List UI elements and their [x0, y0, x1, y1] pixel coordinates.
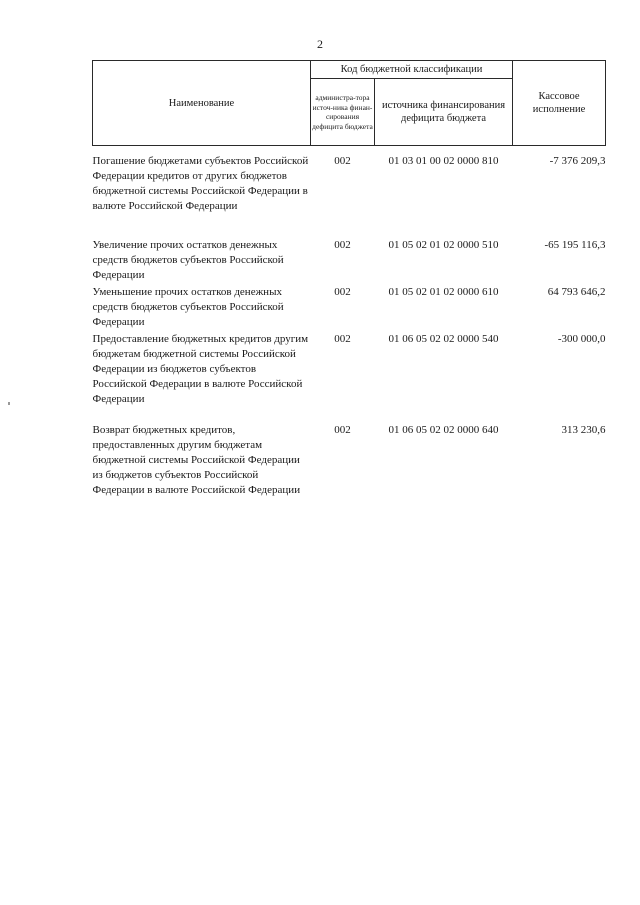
row-name: Предоставление бюджетных кредитов другим бюджетам бюджетной системы Российской Федерации из бюджетов субъектов Российской Федерации в валюте Российской Федерации: [92, 333, 309, 405]
row-amount: -65 195 116,3: [544, 239, 606, 251]
row-classification-code: 01 05 02 01 02 0000 510: [388, 239, 499, 251]
header-administrator: администра-тора источ-ника финан-сирования дефицита бюджета: [311, 79, 375, 146]
table-row: [93, 238, 606, 285]
table-row: [93, 154, 606, 238]
row-name: Погашение бюджетами субъектов Российской Федерации кредитов от других бюджетов бюджетной системы Российской Федерации в валюте Российской Федерации: [92, 155, 309, 212]
budget-financing-table: [92, 60, 606, 514]
scan-speck: [8, 402, 10, 405]
header-cash-execution: Кассовое исполнение: [513, 61, 606, 146]
table-row: [93, 285, 606, 332]
row-admin-code: 002: [334, 286, 351, 298]
header-budget-classification-code: Код бюджетной классификации: [311, 61, 513, 79]
row-amount: -7 376 209,3: [549, 155, 606, 167]
table-row: [93, 423, 606, 514]
row-admin-code: 002: [334, 333, 351, 345]
row-classification-code: 01 06 05 02 02 0000 540: [388, 333, 499, 345]
header-financing-source: источника финансирования дефицита бюджета: [375, 79, 513, 146]
row-admin-code: 002: [334, 239, 351, 251]
row-name: Уменьшение прочих остатков денежных средств бюджетов субъектов Российской Федерации: [92, 286, 284, 328]
row-amount: 313 230,6: [561, 424, 606, 436]
row-classification-code: 01 05 02 01 02 0000 610: [388, 286, 499, 298]
row-admin-code: 002: [334, 424, 351, 436]
page-number: 2: [317, 37, 323, 51]
row-admin-code: 002: [334, 155, 351, 167]
row-amount: -300 000,0: [557, 333, 606, 345]
row-classification-code: 01 03 01 00 02 0000 810: [388, 155, 499, 167]
row-classification-code: 01 06 05 02 02 0000 640: [388, 424, 499, 436]
row-name: Увеличение прочих остатков денежных средств бюджетов субъектов Российской Федерации: [92, 239, 284, 281]
row-amount: 64 793 646,2: [547, 286, 606, 298]
header-name: Наименование: [93, 61, 311, 146]
table-row: [93, 332, 606, 423]
row-name: Возврат бюджетных кредитов, предоставленных другим бюджетам бюджетной системы Российской Федерации из бюджетов субъектов Российской Федерации в валюте Российской Федерации: [92, 424, 301, 496]
